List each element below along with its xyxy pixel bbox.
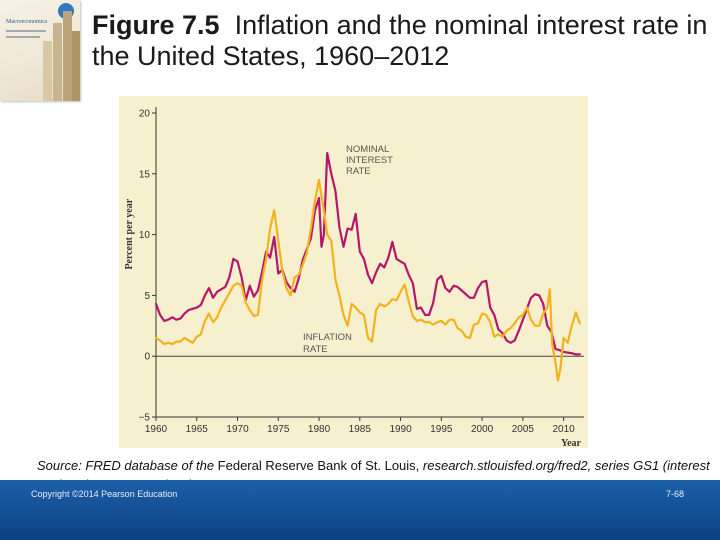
book-cover bbox=[0, 0, 80, 101]
x-tick-label: 1980 bbox=[307, 424, 331, 435]
nominal-series-line bbox=[156, 153, 580, 354]
source-mid: research.stlouisfed.org/fred2, series GS1 (interest bbox=[422, 458, 710, 473]
y-tick-label: 5 bbox=[144, 290, 150, 302]
source-prefix: Source: FRED database of the bbox=[37, 458, 215, 473]
book-cover-line bbox=[6, 36, 40, 38]
y-tick-label: 15 bbox=[138, 169, 150, 181]
inflation-series-line bbox=[156, 180, 580, 381]
source-org: Federal Reserve Bank of St. Louis, bbox=[217, 458, 420, 473]
book-cover-stripe bbox=[43, 41, 52, 101]
slide-title bbox=[92, 10, 712, 72]
x-tick-label: 1970 bbox=[226, 424, 249, 435]
footer-bar bbox=[0, 480, 720, 540]
x-tick-label: 1990 bbox=[389, 424, 412, 435]
chart-panel bbox=[119, 96, 588, 448]
x-tick-label: 2005 bbox=[511, 424, 534, 435]
x-tick-label: 1985 bbox=[348, 424, 371, 435]
x-tick-label: 2010 bbox=[552, 424, 575, 435]
figure-label: Figure 7.5 bbox=[92, 10, 220, 40]
inflation-rate-label: RATE bbox=[303, 344, 328, 355]
inflation-rate-label: INFLATION bbox=[303, 332, 352, 343]
x-tick-label: 1995 bbox=[430, 424, 453, 435]
book-cover-stripe bbox=[53, 23, 62, 101]
y-tick-label: −5 bbox=[138, 412, 150, 424]
book-cover-stripe bbox=[63, 11, 72, 101]
nominal-rate-label: NOMINAL bbox=[346, 144, 390, 155]
book-cover-title: Macroeconomics bbox=[6, 19, 48, 25]
x-tick-label: 2000 bbox=[470, 424, 494, 435]
nominal-rate-label: INTEREST bbox=[346, 155, 393, 166]
x-axis-title: Year bbox=[561, 438, 581, 448]
book-cover-line bbox=[6, 30, 46, 32]
book-cover-stripe bbox=[72, 31, 80, 101]
x-tick-label: 1965 bbox=[185, 424, 208, 435]
y-axis-title: Percent per year bbox=[124, 198, 135, 270]
y-tick-label: 0 bbox=[144, 351, 150, 363]
x-tick-label: 1975 bbox=[267, 424, 290, 435]
footer-page-number: 7-68 bbox=[665, 489, 684, 499]
y-tick-label: 20 bbox=[138, 108, 150, 120]
footer-copyright: Copyright ©2014 Pearson Education bbox=[31, 489, 178, 499]
figure-title: Inflation and the nominal interest rate in the United States, 1960–2012 bbox=[92, 10, 708, 71]
x-tick-label: 1960 bbox=[144, 424, 168, 435]
nominal-rate-label: RATE bbox=[346, 166, 371, 177]
inflation-interest-chart bbox=[119, 96, 588, 448]
y-tick-label: 10 bbox=[138, 230, 150, 242]
